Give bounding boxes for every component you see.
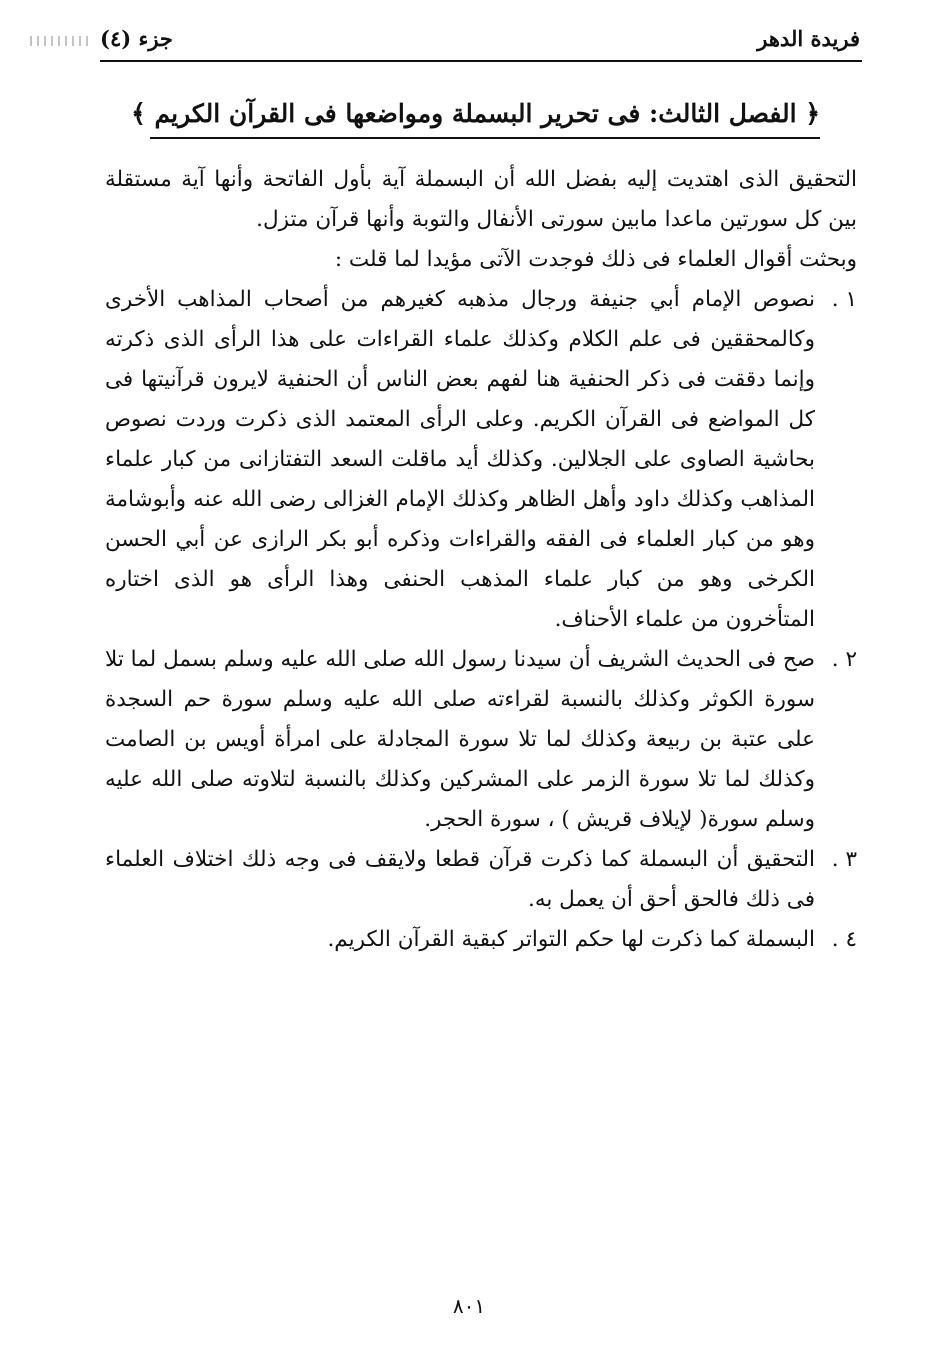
title-bracket-open: ﴿ (805, 99, 820, 128)
list-item-text: البسملة كما ذكرت لها حكم التواتر كبقية القرآن الكريم. (327, 927, 815, 952)
book-title: فريدة الدهر (757, 26, 860, 51)
intro-paragraph (105, 160, 857, 280)
list-item-number: ١ . (831, 287, 857, 312)
list-item-number: ٤ . (831, 927, 857, 952)
list-item (105, 920, 857, 960)
title-bracket-close: ﴾ (131, 99, 146, 128)
list-item-text: صح فى الحديث الشريف أن سيدنا رسول الله صلى الله عليه وسلم بسمل لما تلا سورة الكوثر وكذلك بالنسبة لقراءته صلى الله عليه وسلم سورة حم السجدة على عتبة بن ربيعة وكذلك لما تلا سورة المجادلة على امرأة أويس بن الصامت وكذلك لما تلا سورة الزمر على المشركين وكذلك بالنسبة لتلاوته صلى الله عليه وسلم سورة( لإيلاف قريش ) ، سورة الحجر. (105, 647, 815, 832)
volume-label: جزء (٤) (100, 26, 173, 51)
list-item-number: ٢ . (831, 647, 857, 672)
body-text (105, 160, 857, 960)
header-rule (100, 60, 862, 62)
chapter-title (131, 93, 820, 139)
list-item-number: ٣ . (831, 847, 857, 872)
chapter-title-text: الفصل الثالث: فى تحرير البسملة ومواضعها فى القرآن الكريم (154, 99, 797, 128)
scan-specks (30, 36, 90, 46)
intro-sentence: التحقيق الذى اهتديت إليه بفضل الله أن البسملة آية بأول الفاتحة وأنها آية مستقلة بين كل سورتين ماعدا مابين سورتى الأنفال والتوبة وأنها قرآن متزل. (105, 167, 857, 232)
page-number: ٨٠١ (452, 1294, 486, 1318)
list-item (105, 640, 857, 840)
list-item (105, 280, 857, 640)
list-item-text: التحقيق أن البسملة كما ذكرت قرآن قطعا ولايقف فى وجه ذلك اختلاف العلماء فى ذلك فالحق أحق أن يعمل به. (105, 847, 815, 912)
intro-research: وبحثت أقوال العلماء فى ذلك فوجدت الآتى مؤيدا لما قلت : (334, 247, 857, 272)
numbered-list (105, 280, 857, 960)
running-header (100, 22, 860, 60)
list-item (105, 840, 857, 920)
list-item-text: نصوص الإمام أبي جنيفة ورجال مذهبه كغيرهم من أصحاب المذاهب الأخرى وكالمحققين فى علم الكلام وكذلك علماء القراءات على هذا الرأى الذى ذكرته وإنما دققت فى ذكر الحنفية هنا لفهم بعض الناس أن الحنفية لايرون قرآنيتها فى كل المواضع فى القرآن الكريم. وعلى الرأى المعتمد الذى ذكرت وردت نصوص بحاشية الصاوى على الجلالين. وكذلك أيد ماقلت السعد التفتازانى من كبار علماء المذاهب وكذلك داود وأهل الظاهر وكذلك الإمام الغزالى رضى الله عنه وأبوشامة وهو من كبار العلماء فى الفقه والقراءات وذكره أبو بكر الرازى عن أبي الحسن الكرخى وهو من كبار علماء المذهب الحنفى وهذا الرأى هو الذى اختاره المتأخرون من علماء الأحناف. (105, 287, 815, 632)
